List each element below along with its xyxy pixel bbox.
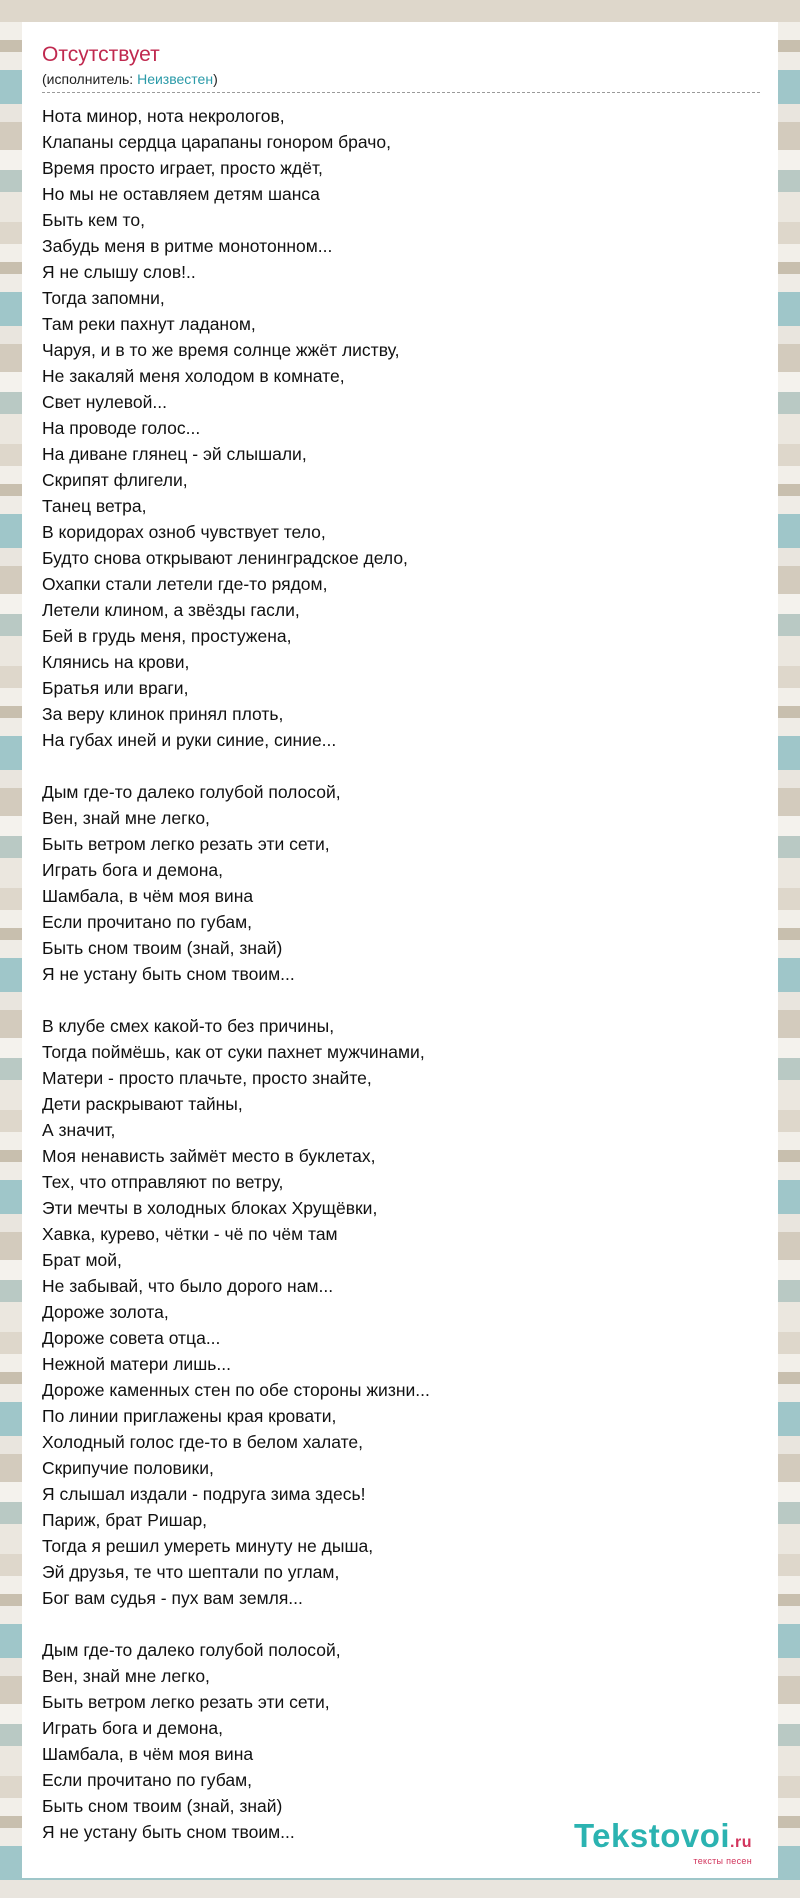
performer-prefix: (исполнитель: [42,71,138,87]
logo-tagline: тексты песен [693,1856,752,1866]
lyrics-line: Шамбала, в чём моя вина [42,1744,254,1764]
lyrics-line: Быть сном твоим (знай, знай) [42,1796,283,1816]
lyrics-line: Время просто играет, просто ждёт, [42,158,323,178]
lyrics-line: Дети раскрывают тайны, [42,1094,243,1114]
lyrics-line: Шамбала, в чём моя вина [42,886,254,906]
lyrics-line: Охапки стали летели где-то рядом, [42,574,328,594]
lyrics-line: Эти мечты в холодных блоках Хрущёвки, [42,1198,378,1218]
lyrics-line: Клянись на крови, [42,652,190,672]
logo-tld: .ru [730,1834,752,1851]
song-title: Отсутствует [42,43,160,66]
lyrics-line: Быть кем то, [42,210,145,230]
lyrics-line: За веру клинок принял плоть, [42,704,284,724]
lyrics-line: Я не слышу слов!.. [42,262,196,282]
lyrics-blank-line [42,753,758,779]
lyrics-line: По линии приглажены края кровати, [42,1406,337,1426]
lyrics-line: Но мы не оставляем детям шанса [42,184,320,204]
lyrics-line: На проводе голос... [42,418,201,438]
lyrics-line: Я не устану быть сном твоим... [42,1822,295,1842]
lyrics-blank-line [42,987,758,1013]
performer-link[interactable]: Неизвестен [137,71,214,87]
logo-wordmark [574,1819,752,1860]
lyrics-line: Быть сном твоим (знай, знай) [42,938,283,958]
lyrics-line: Не забывай, что было дорого нам... [42,1276,334,1296]
lyrics-card [22,22,778,1878]
lyrics-line: На диване глянец - эй слышали, [42,444,307,464]
lyrics-line: Дороже совета отца... [42,1328,221,1348]
lyrics-line: Моя ненависть займёт место в буклетах, [42,1146,376,1166]
lyrics-line: Если прочитано по губам, [42,912,252,932]
site-logo[interactable] [574,1819,752,1866]
lyrics-line: Париж, брат Ришар, [42,1510,208,1530]
lyrics-line: Бей в грудь меня, простужена, [42,626,292,646]
lyrics-line: Дороже золота, [42,1302,169,1322]
lyrics-line: Скрипят флигели, [42,470,188,490]
lyrics-line: Вен, знай мне легко, [42,808,210,828]
lyrics-line: Я не устану быть сном твоим... [42,964,295,984]
lyrics-line: Дороже каменных стен по обе стороны жизни... [42,1380,430,1400]
lyrics-line: Свет нулевой... [42,392,167,412]
lyrics-line: Тогда запомни, [42,288,165,308]
lyrics-line: Брат мой, [42,1250,122,1270]
lyrics-line: Дым где-то далеко голубой полосой, [42,782,341,802]
logo-brand: Tekstovoi [573,1817,731,1854]
lyrics-line: Вен, знай мне легко, [42,1666,210,1686]
performer-suffix: ) [213,71,218,87]
lyrics-line: Холодный голос где-то в белом халате, [42,1432,363,1452]
lyrics-line: Тогда поймёшь, как от суки пахнет мужчинами, [42,1042,425,1062]
lyrics-line: Забудь меня в ритме монотонном... [42,236,333,256]
lyrics-line: Скрипучие половики, [42,1458,214,1478]
lyrics-line: Летели клином, а звёзды гасли, [42,600,300,620]
lyrics-line: Там реки пахнут ладаном, [42,314,256,334]
lyrics-line: Чаруя, и в то же время солнце жжёт листву, [42,340,400,360]
lyrics-line: Клапаны сердца царапаны гонором брачо, [42,132,391,152]
lyrics-line: В клубе смех какой-то без причины, [42,1016,335,1036]
performer-line [42,70,758,88]
lyrics-line: Танец ветра, [42,496,147,516]
lyrics-line: Будто снова открывают ленинградское дело, [42,548,408,568]
lyrics-line: Не закаляй меня холодом в комнате, [42,366,345,386]
lyrics-line: Эй друзья, те что шептали по углам, [42,1562,340,1582]
lyrics-blank-line [42,1611,758,1637]
lyrics-line: Играть бога и демона, [42,860,223,880]
lyrics-line: Дым где-то далеко голубой полосой, [42,1640,341,1660]
lyrics-line: Братья или враги, [42,678,189,698]
lyrics-line: На губах иней и руки синие, синие... [42,730,337,750]
lyrics-line: Матери - просто плачьте, просто знайте, [42,1068,372,1088]
lyrics-line: Я слышал издали - подруга зима здесь! [42,1484,366,1504]
lyrics-line: В коридорах озноб чувствует тело, [42,522,326,542]
lyrics-line: Если прочитано по губам, [42,1770,252,1790]
lyrics-line: А значит, [42,1120,116,1140]
lyrics-line: Быть ветром легко резать эти сети, [42,1692,330,1712]
lyrics-text [42,103,758,1845]
lyrics-line: Быть ветром легко резать эти сети, [42,834,330,854]
lyrics-line: Тогда я решил умереть минуту не дыша, [42,1536,374,1556]
lyrics-line: Тех, что отправляют по ветру, [42,1172,284,1192]
lyrics-line: Играть бога и демона, [42,1718,223,1738]
title-divider [42,92,760,93]
lyrics-line: Нота минор, нота некрологов, [42,106,285,126]
lyrics-line: Нежной матери лишь... [42,1354,231,1374]
lyrics-line: Бог вам судья - пух вам земля... [42,1588,303,1608]
lyrics-line: Хавка, курево, чётки - чё по чём там [42,1224,338,1244]
